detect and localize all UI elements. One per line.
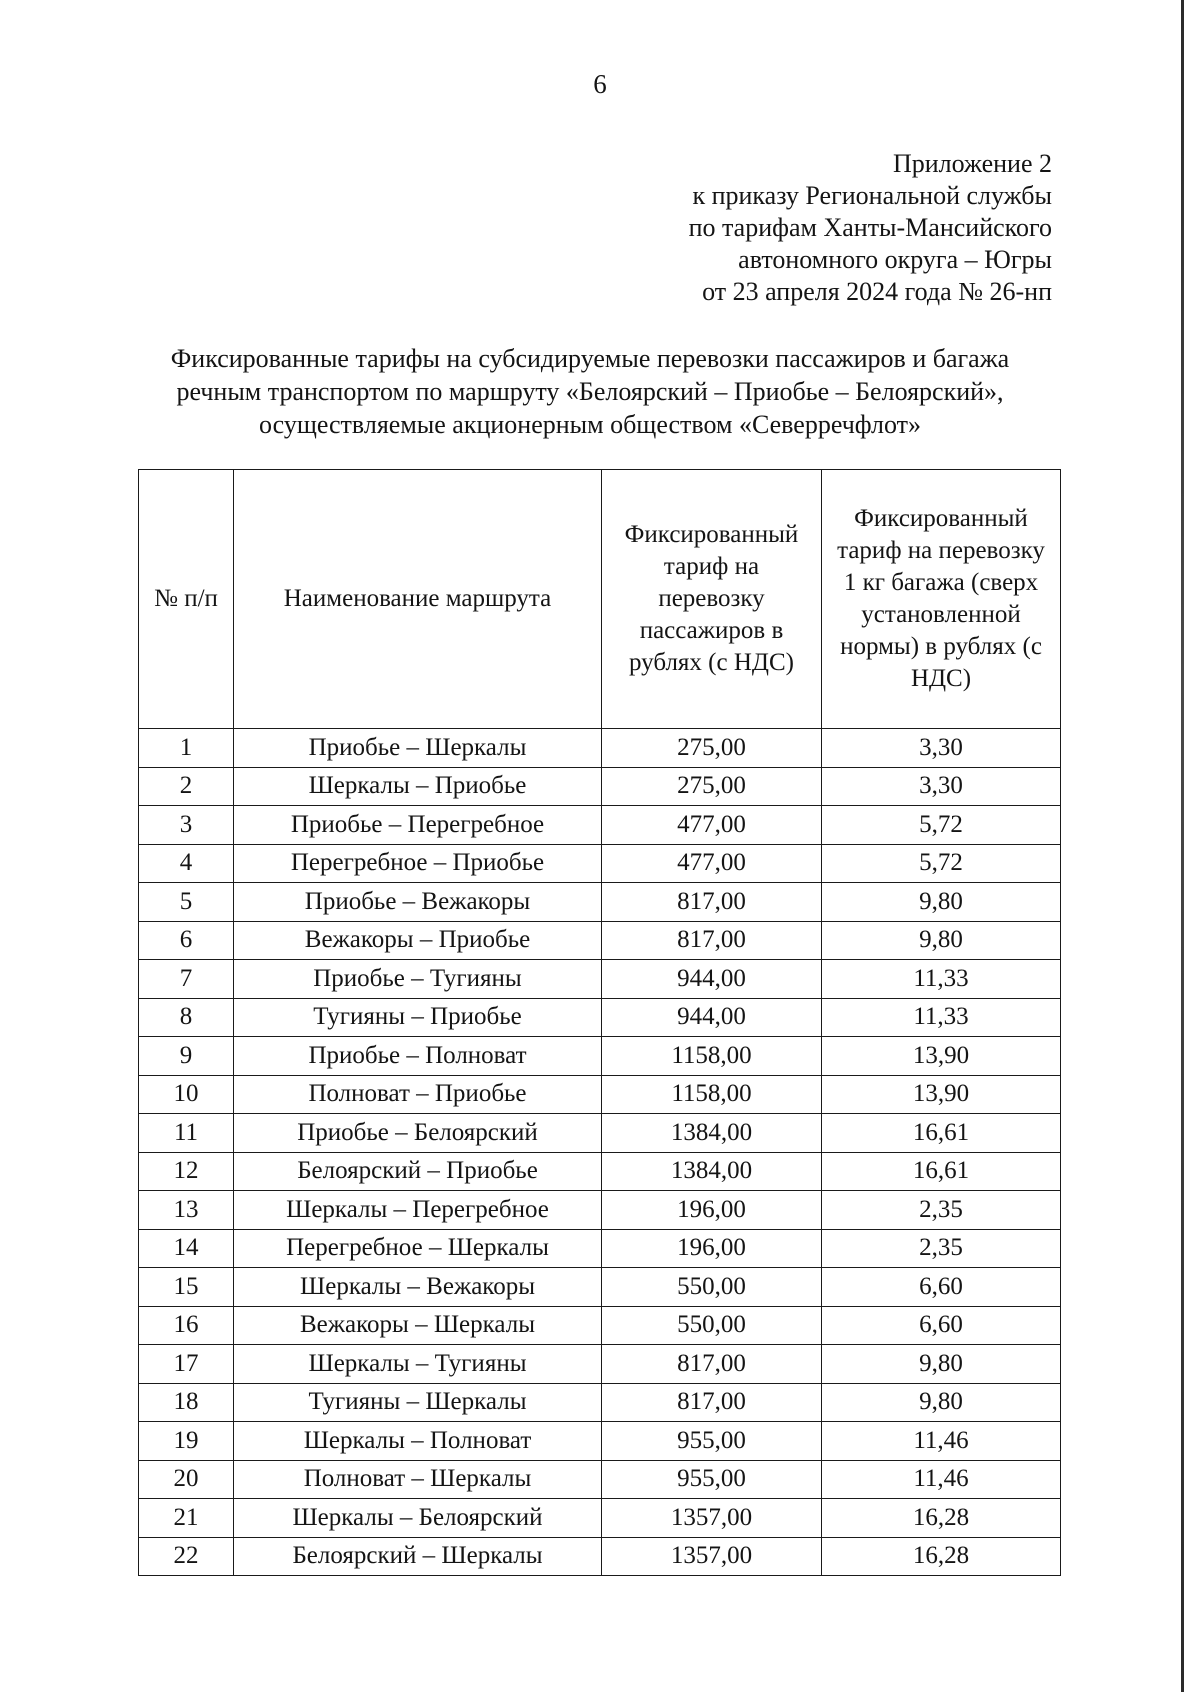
- cell-passenger-tariff: 275,00: [602, 729, 822, 768]
- cell-number: 5: [139, 883, 234, 922]
- appendix-line: по тарифам Ханты-Мансийского: [688, 213, 1052, 242]
- cell-passenger-tariff: 1384,00: [602, 1114, 822, 1153]
- cell-route: Белоярский – Шеркалы: [234, 1537, 602, 1576]
- document-title: [120, 342, 1060, 441]
- table-row: [139, 1152, 1061, 1191]
- table-row: [139, 1268, 1061, 1307]
- cell-route: Шеркалы – Приобье: [234, 767, 602, 806]
- cell-number: 1: [139, 729, 234, 768]
- cell-passenger-tariff: 1158,00: [602, 1075, 822, 1114]
- table-row: [139, 806, 1061, 845]
- cell-route: Шеркалы – Полноват: [234, 1422, 602, 1461]
- table-row: [139, 729, 1061, 768]
- appendix-line: автономного округа – Югры: [738, 245, 1052, 274]
- cell-baggage-tariff: 16,28: [822, 1537, 1061, 1576]
- cell-number: 21: [139, 1499, 234, 1538]
- table-row: [139, 844, 1061, 883]
- cell-passenger-tariff: 477,00: [602, 844, 822, 883]
- cell-route: Шеркалы – Перегребное: [234, 1191, 602, 1230]
- table-row: [139, 883, 1061, 922]
- header-number: № п/п: [139, 470, 234, 729]
- cell-baggage-tariff: 3,30: [822, 729, 1061, 768]
- table-row: [139, 1075, 1061, 1114]
- cell-baggage-tariff: 11,46: [822, 1422, 1061, 1461]
- cell-passenger-tariff: 275,00: [602, 767, 822, 806]
- table-row: [139, 1306, 1061, 1345]
- cell-baggage-tariff: 2,35: [822, 1191, 1061, 1230]
- cell-number: 16: [139, 1306, 234, 1345]
- cell-passenger-tariff: 1357,00: [602, 1537, 822, 1576]
- appendix-reference: [689, 148, 1052, 308]
- cell-number: 18: [139, 1383, 234, 1422]
- cell-route: Приобье – Белоярский: [234, 1114, 602, 1153]
- table-row: [139, 1037, 1061, 1076]
- cell-route: Тугияны – Приобье: [234, 998, 602, 1037]
- cell-baggage-tariff: 5,72: [822, 806, 1061, 845]
- cell-passenger-tariff: 477,00: [602, 806, 822, 845]
- cell-number: 19: [139, 1422, 234, 1461]
- appendix-line: от 23 апреля 2024 года № 26-нп: [702, 277, 1052, 306]
- cell-passenger-tariff: 955,00: [602, 1422, 822, 1461]
- cell-route: Тугияны – Шеркалы: [234, 1383, 602, 1422]
- cell-route: Приобье – Перегребное: [234, 806, 602, 845]
- title-line: осуществляемые акционерным обществом «Северречфлот»: [258, 410, 922, 439]
- table-header-row: [139, 470, 1061, 729]
- cell-route: Приобье – Вежакоры: [234, 883, 602, 922]
- table-row: [139, 998, 1061, 1037]
- cell-number: 3: [139, 806, 234, 845]
- cell-passenger-tariff: 1384,00: [602, 1152, 822, 1191]
- cell-number: 22: [139, 1537, 234, 1576]
- header-passenger-tariff: Фиксированный тариф на перевозку пассажиров в рублях (с НДС): [602, 470, 822, 729]
- cell-passenger-tariff: 817,00: [602, 1383, 822, 1422]
- table-row: [139, 767, 1061, 806]
- cell-route: Шеркалы – Белоярский: [234, 1499, 602, 1538]
- cell-baggage-tariff: 16,61: [822, 1114, 1061, 1153]
- cell-number: 12: [139, 1152, 234, 1191]
- table-row: [139, 1191, 1061, 1230]
- cell-baggage-tariff: 5,72: [822, 844, 1061, 883]
- cell-baggage-tariff: 11,33: [822, 998, 1061, 1037]
- cell-number: 2: [139, 767, 234, 806]
- cell-number: 15: [139, 1268, 234, 1307]
- cell-number: 14: [139, 1229, 234, 1268]
- cell-route: Перегребное – Приобье: [234, 844, 602, 883]
- cell-route: Приобье – Шеркалы: [234, 729, 602, 768]
- cell-baggage-tariff: 6,60: [822, 1306, 1061, 1345]
- cell-route: Приобье – Полноват: [234, 1037, 602, 1076]
- cell-passenger-tariff: 955,00: [602, 1460, 822, 1499]
- cell-route: Перегребное – Шеркалы: [234, 1229, 602, 1268]
- table-row: [139, 1229, 1061, 1268]
- table-row: [139, 1499, 1061, 1538]
- cell-passenger-tariff: 196,00: [602, 1191, 822, 1230]
- table-row: [139, 1460, 1061, 1499]
- cell-baggage-tariff: 11,46: [822, 1460, 1061, 1499]
- cell-passenger-tariff: 944,00: [602, 960, 822, 999]
- page-number: 6: [593, 69, 607, 99]
- cell-baggage-tariff: 9,80: [822, 1345, 1061, 1384]
- cell-passenger-tariff: 817,00: [602, 1345, 822, 1384]
- cell-route: Полноват – Приобье: [234, 1075, 602, 1114]
- cell-passenger-tariff: 1357,00: [602, 1499, 822, 1538]
- scan-edge-line: [1181, 0, 1184, 1692]
- cell-baggage-tariff: 3,30: [822, 767, 1061, 806]
- cell-baggage-tariff: 13,90: [822, 1037, 1061, 1076]
- cell-route: Белоярский – Приобье: [234, 1152, 602, 1191]
- cell-baggage-tariff: 9,80: [822, 883, 1061, 922]
- table-body: [139, 729, 1061, 1576]
- cell-number: 20: [139, 1460, 234, 1499]
- cell-passenger-tariff: 550,00: [602, 1268, 822, 1307]
- cell-baggage-tariff: 16,61: [822, 1152, 1061, 1191]
- cell-number: 11: [139, 1114, 234, 1153]
- cell-baggage-tariff: 11,33: [822, 960, 1061, 999]
- table-row: [139, 1422, 1061, 1461]
- cell-number: 9: [139, 1037, 234, 1076]
- appendix-line: к приказу Региональной службы: [692, 181, 1052, 210]
- table-row: [139, 1537, 1061, 1576]
- cell-passenger-tariff: 944,00: [602, 998, 822, 1037]
- cell-passenger-tariff: 550,00: [602, 1306, 822, 1345]
- cell-route: Вежакоры – Приобье: [234, 921, 602, 960]
- cell-route: Полноват – Шеркалы: [234, 1460, 602, 1499]
- table-row: [139, 1383, 1061, 1422]
- cell-route: Шеркалы – Вежакоры: [234, 1268, 602, 1307]
- appendix-line: Приложение 2: [892, 149, 1052, 178]
- cell-passenger-tariff: 196,00: [602, 1229, 822, 1268]
- cell-passenger-tariff: 817,00: [602, 883, 822, 922]
- cell-baggage-tariff: 9,80: [822, 921, 1061, 960]
- cell-number: 13: [139, 1191, 234, 1230]
- cell-number: 6: [139, 921, 234, 960]
- table-row: [139, 1345, 1061, 1384]
- cell-route: Шеркалы – Тугияны: [234, 1345, 602, 1384]
- cell-number: 10: [139, 1075, 234, 1114]
- cell-route: Приобье – Тугияны: [234, 960, 602, 999]
- cell-route: Вежакоры – Шеркалы: [234, 1306, 602, 1345]
- tariff-table: [138, 469, 1061, 1576]
- cell-number: 4: [139, 844, 234, 883]
- cell-passenger-tariff: 817,00: [602, 921, 822, 960]
- table-row: [139, 921, 1061, 960]
- cell-number: 7: [139, 960, 234, 999]
- title-line: речным транспортом по маршруту «Белоярский – Приобье – Белоярский»,: [176, 377, 1004, 406]
- cell-baggage-tariff: 6,60: [822, 1268, 1061, 1307]
- cell-baggage-tariff: 2,35: [822, 1229, 1061, 1268]
- table-row: [139, 1114, 1061, 1153]
- header-route-name: Наименование маршрута: [234, 470, 602, 729]
- cell-baggage-tariff: 9,80: [822, 1383, 1061, 1422]
- header-baggage-tariff: Фиксированный тариф на перевозку 1 кг багажа (сверх установленной нормы) в рублях (с НДС): [822, 470, 1061, 729]
- cell-baggage-tariff: 13,90: [822, 1075, 1061, 1114]
- cell-passenger-tariff: 1158,00: [602, 1037, 822, 1076]
- cell-number: 17: [139, 1345, 234, 1384]
- title-line: Фиксированные тарифы на субсидируемые перевозки пассажиров и багажа: [170, 344, 1010, 373]
- cell-baggage-tariff: 16,28: [822, 1499, 1061, 1538]
- table-row: [139, 960, 1061, 999]
- cell-number: 8: [139, 998, 234, 1037]
